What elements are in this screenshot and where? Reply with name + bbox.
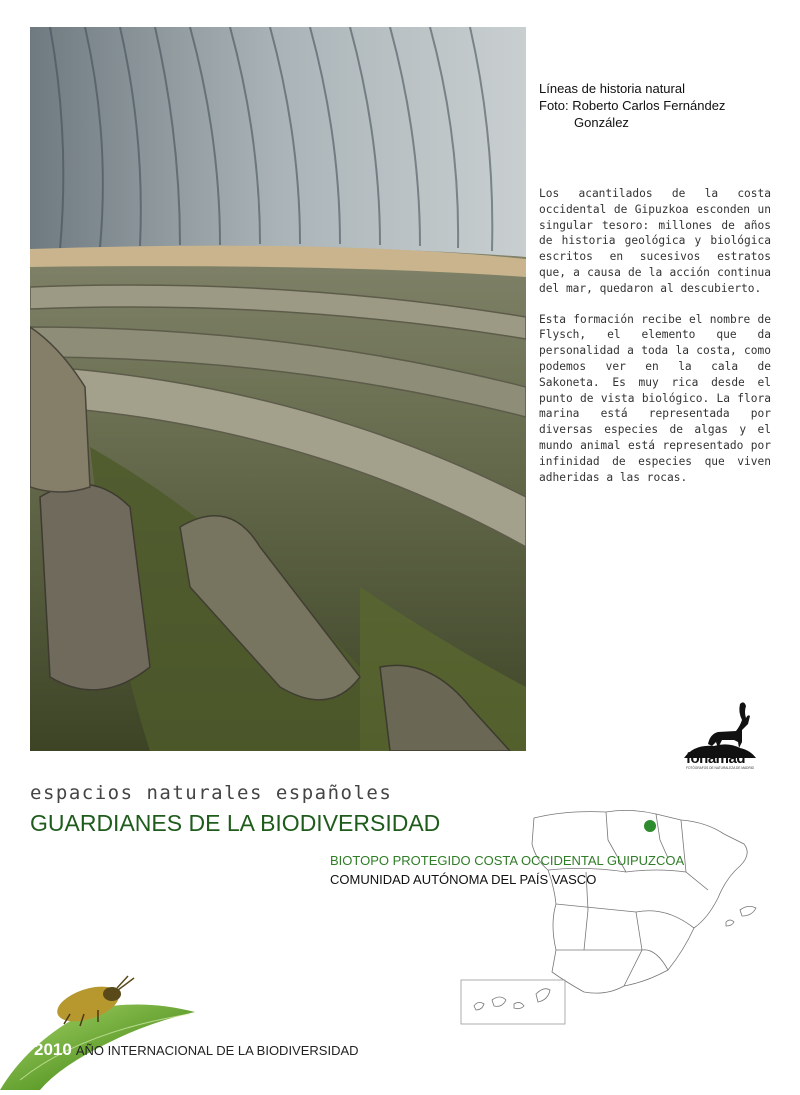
footer-year-line <box>34 1040 359 1060</box>
main-title: GUARDIANES DE LA BIODIVERSIDAD <box>30 810 441 836</box>
logo-wordmark: fonamad <box>686 750 746 767</box>
description-paragraph: Los acantilados de la costa occidental de Gipuzkoa esconden un singular tesoro: millones de años de historia geológica y biológica escritos en sucesivos estratos que, a causa de la acción continua del mar, quedaron al descubierto. <box>539 187 771 295</box>
series-title: espacios naturales españoles <box>30 782 393 804</box>
ibex-icon <box>684 698 776 770</box>
leaf-beetle-illustration <box>0 970 200 1090</box>
spain-map <box>456 800 776 1030</box>
description-text <box>539 186 771 500</box>
location-marker <box>644 820 656 832</box>
logo-tagline: FOTÓGRAFOS DE NATURALEZA DE MADRID <box>686 766 754 770</box>
year-label: 2010 <box>34 1040 72 1059</box>
year-caption: AÑO INTERNACIONAL DE LA BIODIVERSIDAD <box>75 1043 359 1058</box>
fonamad-logo <box>684 698 776 770</box>
flysch-photo <box>30 27 526 751</box>
photo-credit: Foto: Roberto Carlos Fernández <box>539 98 726 113</box>
photo-caption <box>539 80 779 131</box>
photo-credit-surname: González <box>574 115 629 130</box>
photo-title: Líneas de historia natural <box>539 81 685 96</box>
region-name: COMUNIDAD AUTÓNOMA DEL PAÍS VASCO <box>330 872 597 887</box>
description-paragraph: Esta formación recibe el nombre de Flysch, el elemento que da personalidad a toda la costa, como podemos ver en la cala de Sakoneta. Es muy rica desde el punto de vista biológico. La flora marina está representada por diversas especies de algas y el mundo animal está representado por infinidad de especies que viven adheridas a las rocas. <box>539 312 771 484</box>
protected-area-name: BIOTOPO PROTEGIDO COSTA OCCIDENTAL GUIPUZCOA <box>330 853 685 868</box>
